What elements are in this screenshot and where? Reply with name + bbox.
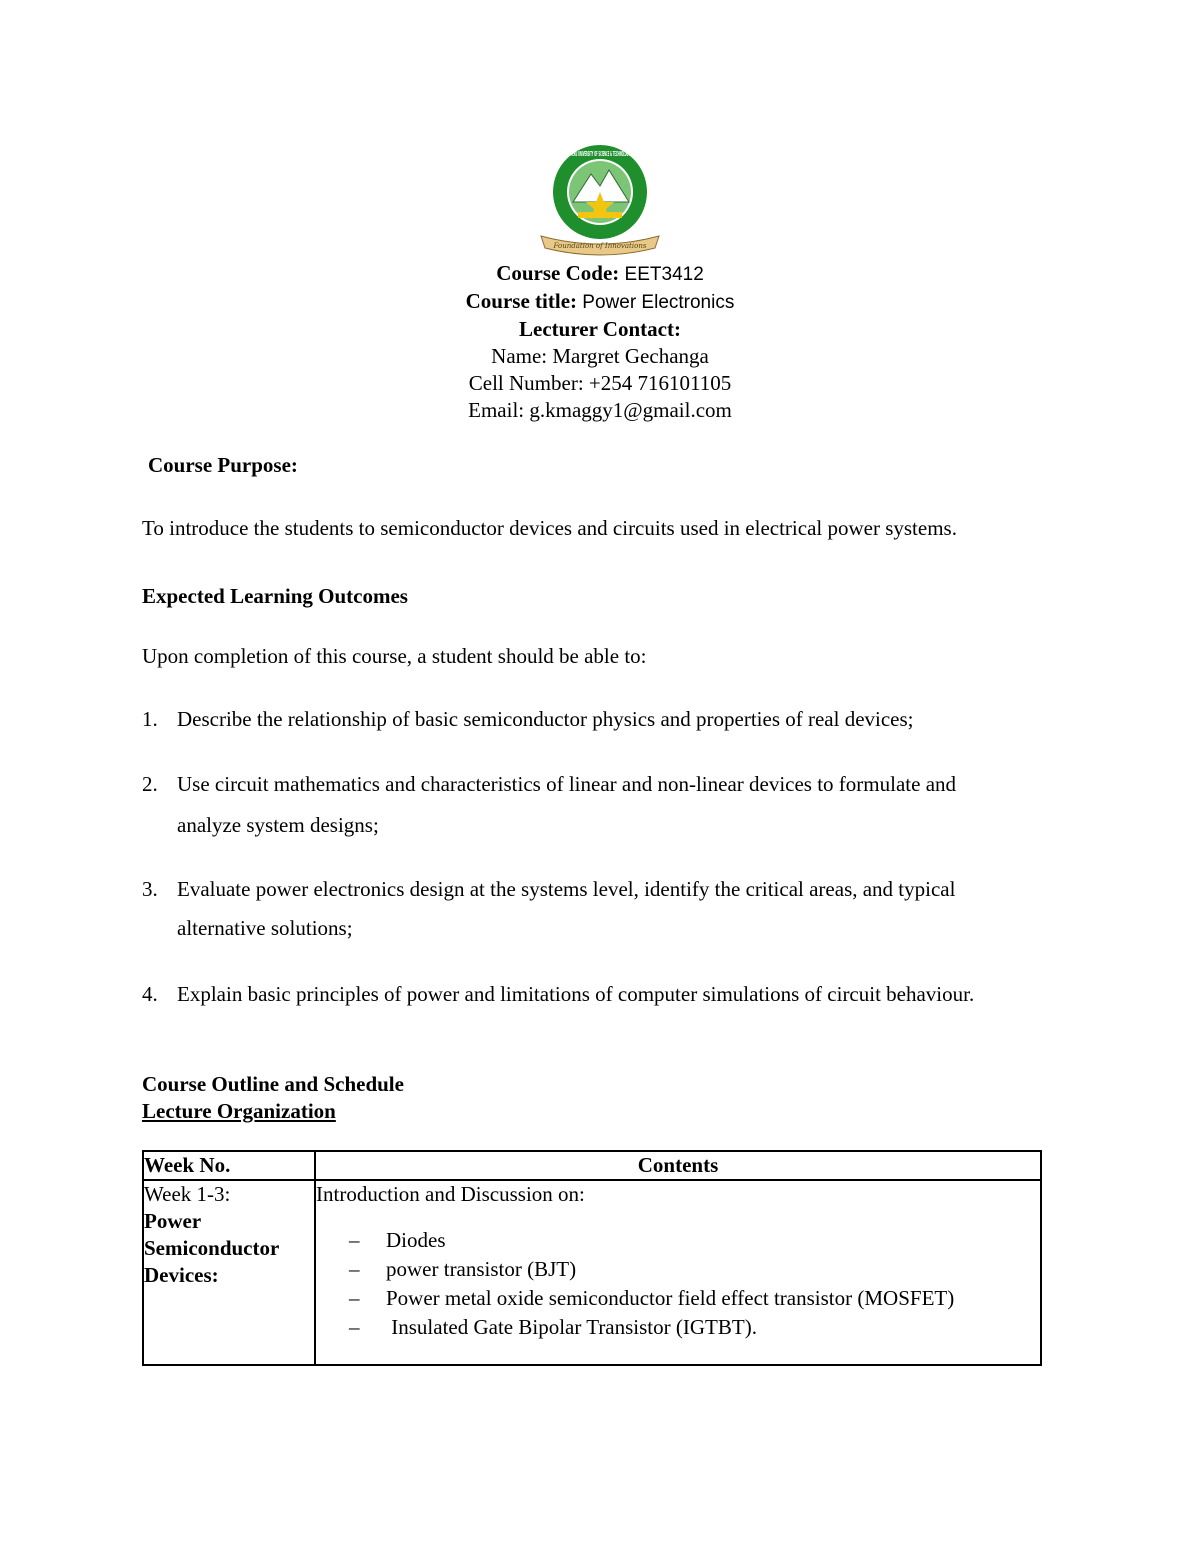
course-title-line: Course title: Power Electronics xyxy=(465,289,735,313)
dash-bullet-icon: – xyxy=(349,1228,360,1252)
course-code-line: Course Code: EET3412 xyxy=(496,261,704,285)
course-code-value: EET3412 xyxy=(619,264,704,285)
outcome-text-continued: alternative solutions; xyxy=(177,916,353,940)
outcome-text: Explain basic principles of power and limitations of computer simulations of circuit behaviour. xyxy=(177,982,975,1006)
contents-cell xyxy=(315,1180,1041,1365)
contents-list xyxy=(316,1226,1040,1342)
course-header xyxy=(0,260,1200,424)
table-header-row xyxy=(143,1151,1041,1180)
week-column-header: Week No. xyxy=(143,1151,315,1180)
logo-motto: Foundation of Innovations xyxy=(553,242,647,250)
list-item: – power transistor (BJT) xyxy=(316,1255,1040,1284)
outcomes-heading: Expected Learning Outcomes xyxy=(142,584,408,608)
schedule-table xyxy=(142,1150,1042,1366)
outcome-number: 4. xyxy=(142,982,158,1006)
course-purpose-text: To introduce the students to semiconductor devices and circuits used in electrical power systems. xyxy=(142,516,957,540)
lecture-organization-heading: Lecture Organization xyxy=(142,1099,336,1123)
course-title-value: Power Electronics xyxy=(577,292,735,313)
outcome-number: 1. xyxy=(142,707,158,731)
list-item: – Power metal oxide semiconductor field effect transistor (MOSFET) xyxy=(316,1284,1040,1313)
outcome-number: 3. xyxy=(142,877,158,901)
lecturer-email: Email: g.kmaggy1@gmail.com xyxy=(468,398,732,422)
contents-intro: Introduction and Discussion on: xyxy=(316,1182,585,1206)
course-purpose-heading: Course Purpose: xyxy=(148,453,298,477)
logo-ring-text: MERU UNIVERSITY OF SCIENCE & TECHNOLOGY xyxy=(570,150,631,158)
table-row xyxy=(143,1180,1041,1365)
week-topic-line: Power xyxy=(144,1209,202,1233)
outcome-text: Describe the relationship of basic semiconductor physics and properties of real devices; xyxy=(177,707,914,731)
week-cell xyxy=(143,1180,315,1365)
outcome-number: 2. xyxy=(142,772,158,796)
outcome-text: Use circuit mathematics and characteristics of linear and non-linear devices to formulate and xyxy=(177,772,957,796)
lecturer-contact-heading: Lecturer Contact: xyxy=(519,317,681,341)
dash-bullet-icon: – xyxy=(349,1257,360,1281)
lecturer-cell: Cell Number: +254 716101105 xyxy=(468,371,732,395)
outcome-text-continued: analyze system designs; xyxy=(177,813,379,837)
meru-university-crest-icon xyxy=(533,140,667,262)
outcomes-intro: Upon completion of this course, a student should be able to: xyxy=(142,644,647,668)
dash-bullet-icon: – xyxy=(349,1286,360,1310)
list-item: – Insulated Gate Bipolar Transistor (IGTBT). xyxy=(316,1313,1040,1342)
week-label: Week 1-3: xyxy=(144,1182,231,1206)
list-item: – Diodes xyxy=(316,1226,1040,1255)
schedule-heading: Course Outline and Schedule xyxy=(142,1072,404,1096)
week-topic-line: Devices: xyxy=(144,1263,219,1287)
dash-bullet-icon: – xyxy=(349,1315,360,1339)
week-topic-line: Semiconductor xyxy=(144,1236,280,1260)
lecturer-name: Name: Margret Gechanga xyxy=(491,344,709,368)
contents-column-header: Contents xyxy=(315,1151,1041,1180)
outcome-text: Evaluate power electronics design at the systems level, identify the critical areas, and typical xyxy=(177,877,956,901)
university-logo xyxy=(533,140,667,262)
